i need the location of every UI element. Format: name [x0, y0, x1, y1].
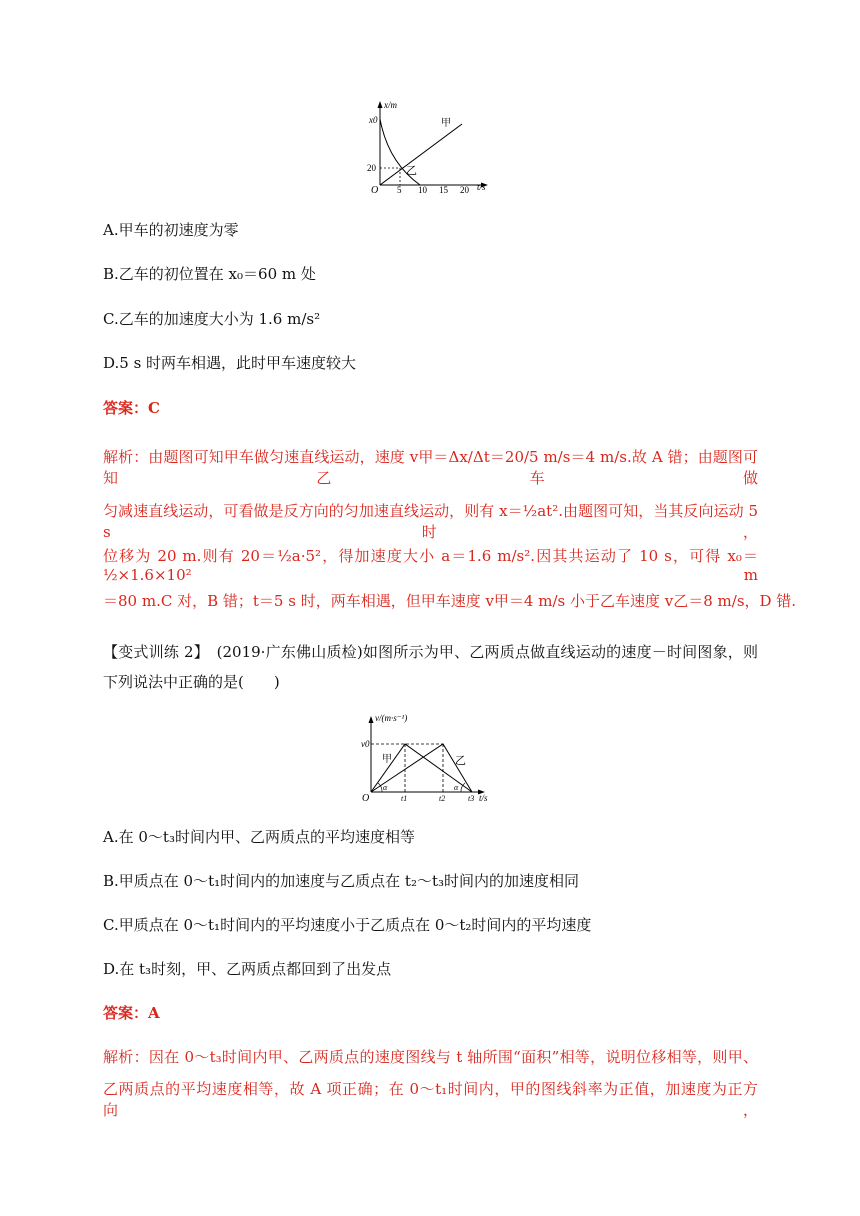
q1-answer: 答案：C [103, 399, 160, 417]
q1-option-c: C.乙车的加速度大小为 1.6 m/s² [103, 310, 321, 328]
y-tick-20: 20 [367, 163, 376, 173]
figure-xt-graph [360, 96, 510, 198]
label-yi: 乙 [406, 165, 417, 177]
q2-option-c: C.甲质点在 0～t₁时间内的平均速度小于乙质点在 0～t₂时间内的平均速度 [103, 916, 592, 934]
q2-stem-line-2: 下列说法中正确的是( ) [103, 673, 280, 691]
q1-explanation-line-2: 匀减速直线运动，可看做是反方向的匀加速直线运动，则有 x＝½at².由题图可知，当其反向运动 5 s 时， [103, 502, 758, 541]
q2-explanation-line-2: 乙两质点的平均速度相等，故 A 项正确；在 0～t₁时间内，甲的图线斜率为正值，加速度为正方向， [103, 1080, 758, 1119]
x-axis-label: t/s [477, 182, 486, 192]
q2-option-b: B.甲质点在 0～t₁时间内的加速度与乙质点在 t₂～t₃时间内的加速度相同 [103, 872, 579, 890]
figure-vt-graph [358, 712, 508, 804]
x-tick-label: 15 [439, 185, 448, 195]
q1-option-b: B.乙车的初位置在 x₀＝60 m 处 [103, 265, 316, 283]
label-yi: 乙 [455, 755, 466, 767]
x0-label: x0 [369, 115, 378, 125]
label-jia: 甲 [441, 118, 451, 129]
origin-label: O [371, 185, 379, 196]
q1-explanation-line-4: ＝80 m.C 对，B 错；t＝5 s 时，两车相遇，但甲车速度 v甲＝4 m/s 小于乙车速度 v乙＝8 m/s，D 错. [103, 592, 797, 610]
origin-label: O [362, 793, 370, 804]
t3-label: t3 [468, 794, 475, 803]
t2-label: t2 [439, 794, 446, 803]
alpha-label-right: α [454, 783, 459, 792]
alpha-label-left: α [383, 783, 388, 792]
q2-stem-line-1: 【变式训练 2】 (2019·广东佛山质检)如图所示为甲、乙两质点做直线运动的速度－时间图象，则 [103, 643, 758, 661]
t1-label: t1 [401, 794, 408, 803]
x-tick-label: 10 [418, 185, 427, 195]
q2-explanation-line-1: 解析：因在 0～t₃时间内甲、乙两质点的速度图线与 t 轴所围“面积”相等，说明位移相等，则甲、 [103, 1048, 758, 1066]
q2-option-d: D.在 t₃时刻，甲、乙两质点都回到了出发点 [103, 960, 392, 978]
q1-option-d: D.5 s 时两车相遇，此时甲车速度较大 [103, 354, 357, 372]
q1-explanation-line-1: 解析：由题图可知甲车做匀速直线运动，速度 v甲＝Δx/Δt＝20/5 m/s＝4 m/s.故 A 错；由题图可知乙车做 [103, 448, 758, 487]
y-axis-label: x/m [384, 100, 397, 110]
q2-answer: 答案：A [103, 1004, 160, 1022]
q1-explanation-line-3: 位移为 20 m.则有 20＝½a·5²，得加速度大小 a＝1.6 m/s².因其共运动了 10 s，可得 x₀＝½×1.6×10² m [103, 547, 758, 584]
y-axis-label: v/(m·s⁻¹) [375, 713, 408, 723]
x-axis-label: t/s [479, 793, 488, 803]
x-tick-label: 20 [460, 185, 469, 195]
q1-option-a: A.甲车的初速度为零 [103, 221, 239, 239]
v0-label: v0 [361, 739, 370, 749]
q2-option-a: A.在 0～t₃时间内甲、乙两质点的平均速度相等 [103, 828, 415, 846]
label-jia: 甲 [382, 754, 392, 765]
x-tick-label: 5 [397, 185, 402, 195]
